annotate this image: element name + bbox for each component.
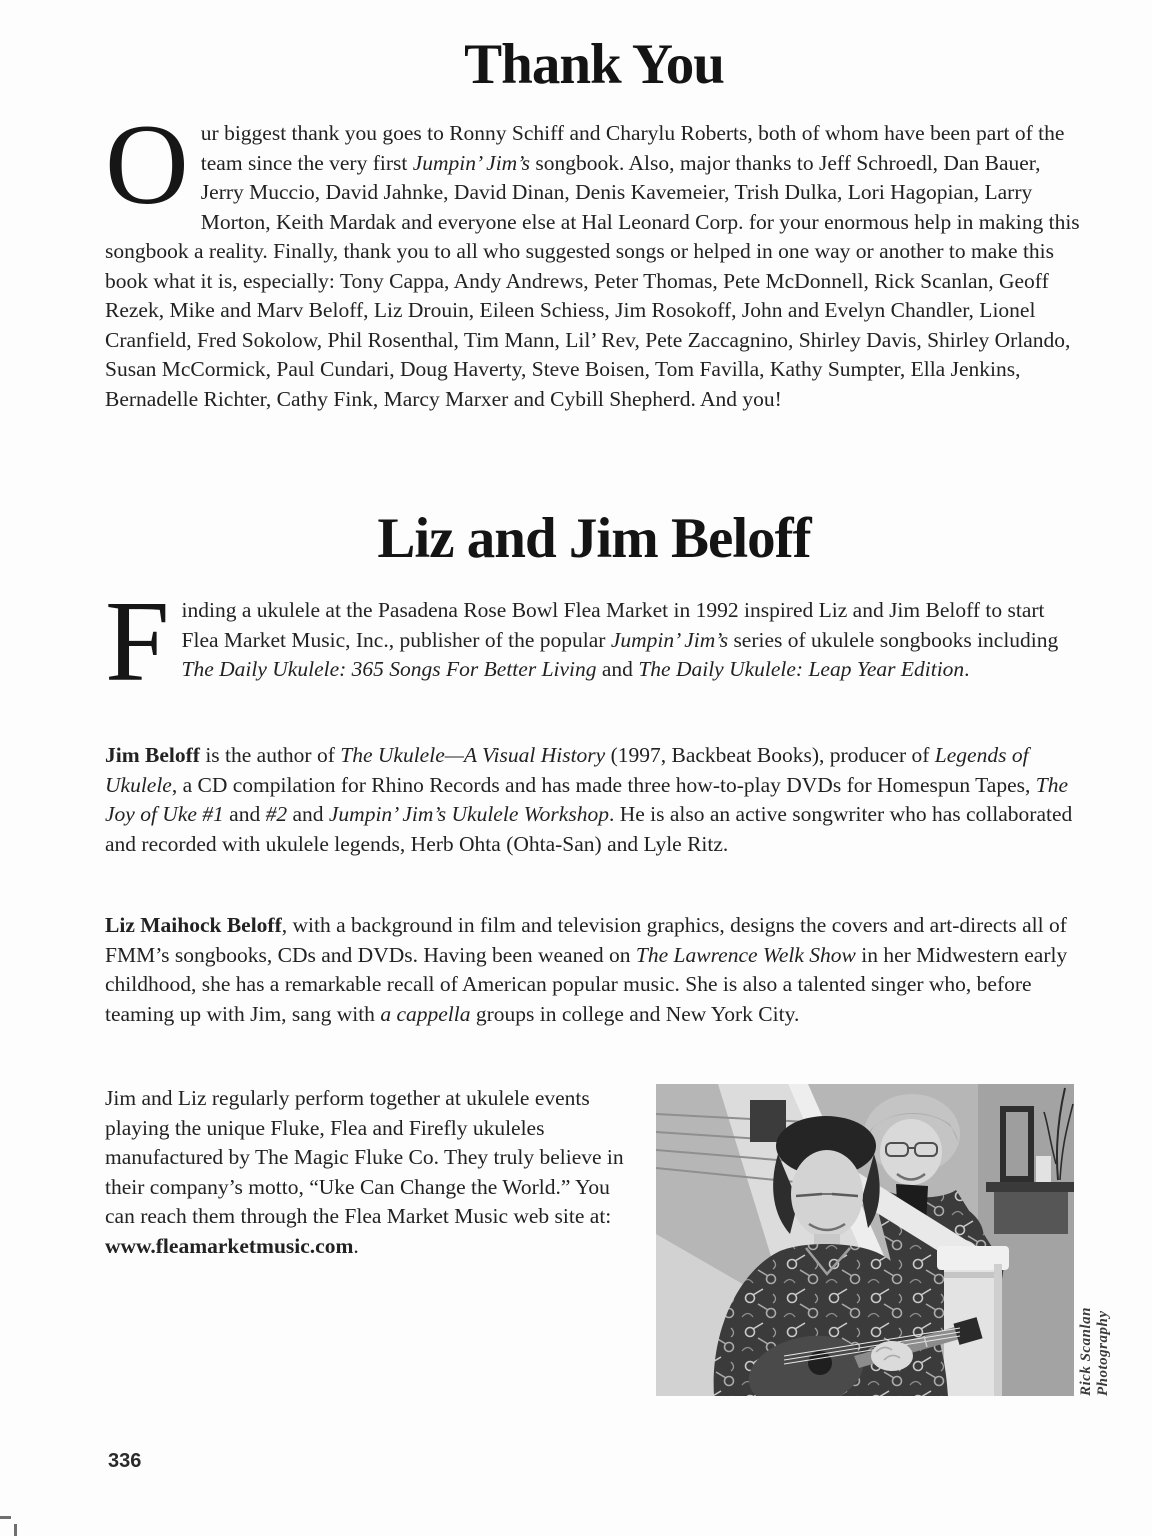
drop-cap-f: F bbox=[105, 578, 170, 706]
page-number: 336 bbox=[108, 1450, 142, 1472]
beloff-intro-text: inding a ukulele at the Pasadena Rose Bowl Flea Market in 1992 inspired Liz and Jim Beloff to start Flea Market Music, Inc., publisher of the popular Jumpin’ Jim’s series of ukulele songbooks including The Daily Ukulele: 365 Songs For Better Living and The Daily Ukulele: Leap Year Edition. bbox=[181, 598, 1059, 681]
beloff-intro-paragraph bbox=[105, 578, 1083, 706]
scan-artifact-tick bbox=[14, 1524, 17, 1536]
closing-paragraph: Jim and Liz regularly perform together at ukulele events playing the unique Fluke, Flea and Firefly ukuleles manufactured by The Magic Fluke Co. They truly believe in their company’s motto, “Uke Can Change the World.” You can reach them through the Flea Market Music web site at: www.fleamarketmusic.com. bbox=[105, 1086, 624, 1258]
beloff-title: Liz and Jim Beloff bbox=[377, 507, 811, 570]
beloff-couple-photo bbox=[656, 1084, 1074, 1396]
thank-you-paragraph bbox=[105, 101, 1083, 414]
jim-bio-paragraph: Jim Beloff is the author of The Ukulele—A Visual History (1997, Backbeat Books), producer of Legends of Ukulele, a CD compilation for Rhino Records and has made three how-to-play DVDs for Homespun Tapes, The Joy of Uke #1 and #2 and Jumpin’ Jim’s Ukulele Workshop. He is also an active songwriter who has collaborated and recorded with ukulele legends, Herb Ohta (Ohta-San) and Lyle Ritz. bbox=[105, 743, 1073, 856]
photo-credit: Rick Scanlan Photography bbox=[1078, 1307, 1111, 1396]
drop-cap-o: O bbox=[105, 101, 189, 229]
thank-you-text: ur biggest thank you goes to Ronny Schiff and Charylu Roberts, both of whom have been part of the team since the very first Jumpin’ Jim’s songbook. Also, major thanks to Jeff Schroedl, Dan Bauer, Jerry Muccio, David Jahnke, David Dinan, Denis Kavemeier, Trish Dulka, Lori Hagopian, Larry Morton, Keith Mardak and everyone else at Hal Leonard Corp. for your enormous help in making this songbook a reality. Finally, thank you to all who suggested songs or helped in one way or another to make this book what it is, especially: Tony Cappa, Andy Andrews, Peter Thomas, Pete McDonnell, Rick Scanlan, Geoff Rezek, Mike and Marv Beloff, Liz Drouin, Eileen Schiess, Jim Rosokoff, John and Evelyn Chandler, Lionel Cranfield, Fred Sokolow, Phil Rosenthal, Tim Mann, Lil’ Rev, Pete Zaccagnino, Shirley Davis, Shirley Orlando, Susan McCormick, Paul Cundari, Doug Haverty, Steve Boisen, Tom Favilla, Kathy Sumpter, Ella Jenkins, Bernadelle Richter, Cathy Fink, Marcy Marxer and Cybill Shepherd. And you! bbox=[105, 121, 1080, 411]
scan-artifact-dash bbox=[0, 1516, 11, 1519]
liz-bio-paragraph: Liz Maihock Beloff, with a background in film and television graphics, designs the covers and art-directs all of FMM’s songbooks, CDs and DVDs. Having been weaned on The Lawrence Welk Show in her Midwestern early childhood, she has a remarkable recall of American popular music. She is also a talented singer who, before teaming up with Jim, sang with a cappella groups in college and New York City. bbox=[105, 913, 1068, 1026]
thank-you-title: Thank You bbox=[464, 33, 724, 96]
